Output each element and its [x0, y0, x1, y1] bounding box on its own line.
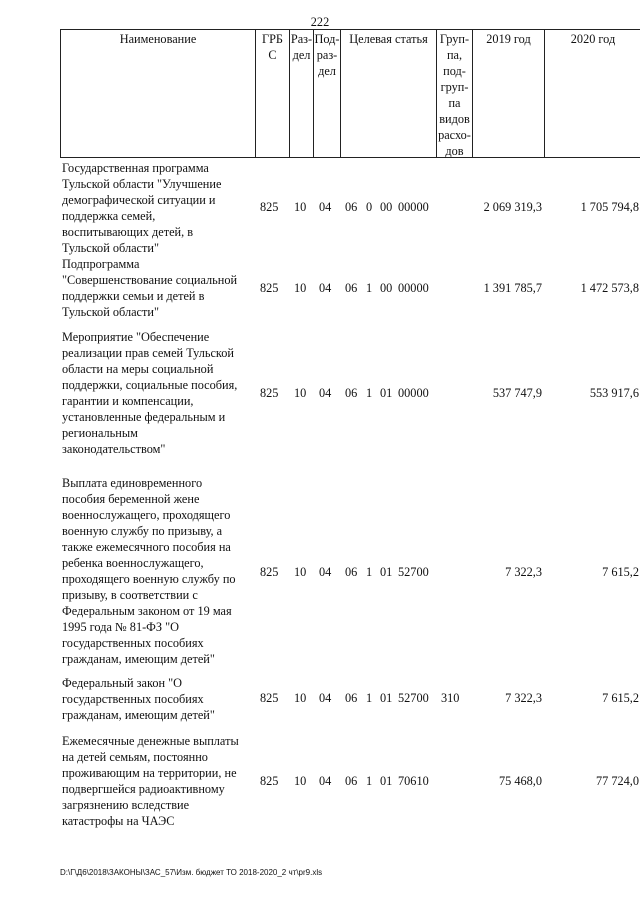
- row-razdel: 10: [294, 200, 307, 214]
- col-header-2020: 2020 год: [570, 32, 616, 46]
- row-target-2: 1: [366, 565, 373, 579]
- header-bottom-border: [60, 157, 640, 158]
- col-header-target: Целевая статья: [349, 32, 428, 46]
- col-header-razdel: Раз- дел: [290, 32, 313, 62]
- row-target-1: 06: [345, 281, 358, 295]
- row-podrazdel: 04: [319, 691, 332, 705]
- row-grbs: 825: [260, 200, 279, 214]
- header-top-border: [60, 29, 640, 30]
- row-target-2: 1: [366, 691, 373, 705]
- row-grbs: 825: [260, 774, 279, 788]
- row-target-4: 00000: [398, 200, 429, 214]
- row-razdel: 10: [294, 691, 307, 705]
- col-border: [472, 29, 473, 158]
- row-name: Ежемесячные денежные выплаты на детей семьям, постоянно проживающим на территории, не подвергшейся радиоактивному загрязнению вследствие катастрофы на ЧАЭС: [62, 734, 239, 828]
- row-2019: 7 322,3: [505, 691, 542, 705]
- row-podrazdel: 04: [319, 200, 332, 214]
- col-border: [340, 29, 341, 158]
- row-2020: 77 724,0: [595, 774, 639, 788]
- row-target-2: 0: [366, 200, 373, 214]
- row-target-1: 06: [345, 691, 358, 705]
- row-2020: 7 615,2: [602, 691, 639, 705]
- row-podrazdel: 04: [319, 565, 332, 579]
- row-name: Мероприятие "Обеспечение реализации прав семей Тульской области на меры социальной поддержки, социальные пособия, гарантии и компенсации, установленные федеральным и региональным законодательством": [62, 330, 238, 456]
- row-name: Подпрограмма "Совершенствование социальной поддержки семьи и детей в Тульской области": [62, 257, 238, 319]
- row-target-1: 06: [345, 200, 358, 214]
- col-border: [60, 29, 61, 158]
- row-grbs: 825: [260, 565, 279, 579]
- col-header-2019: 2019 год: [486, 32, 531, 46]
- row-target-4: 00000: [398, 386, 429, 400]
- row-target-1: 06: [345, 386, 358, 400]
- row-2019: 2 069 319,3: [483, 200, 542, 214]
- row-target-3: 01: [380, 774, 393, 788]
- row-target-2: 1: [366, 281, 373, 295]
- row-target-3: 01: [380, 386, 393, 400]
- row-target-3: 01: [380, 691, 393, 705]
- row-podrazdel: 04: [319, 386, 332, 400]
- row-name: Выплата единовременного пособия беременной жене военнослужащего, проходящего военную службу по призыву, а также ежемесячного пособия на ребенка военнослужащего, проходящего военную службу по призыву, в соответствии с Федеральным законом от 19 мая 1995 года № 81-ФЗ "О государственных пособиях гражданам, имеющим детей": [62, 476, 236, 666]
- row-target-3: 00: [380, 281, 393, 295]
- col-border: [544, 29, 545, 158]
- row-group: 310: [441, 691, 460, 705]
- footer-file-path: D:\Г\Д6\2018\ЗАКОНЫ\ЗАС_57\Изм. бюджет ТО 2018-2020_2 чт\pr9.xls: [60, 868, 323, 877]
- col-header-group: Груп- па, под- груп- па видов расхо- дов: [438, 32, 471, 158]
- row-podrazdel: 04: [319, 281, 332, 295]
- row-razdel: 10: [294, 281, 307, 295]
- row-2019: 7 322,3: [505, 565, 542, 579]
- row-2019: 537 747,9: [492, 386, 542, 400]
- row-2019: 1 391 785,7: [483, 281, 542, 295]
- row-2020: 553 917,6: [589, 386, 639, 400]
- row-target-4: 52700: [398, 691, 429, 705]
- col-header-name: Наименование: [119, 32, 197, 46]
- row-2019: 75 468,0: [498, 774, 542, 788]
- row-target-2: 1: [366, 774, 373, 788]
- col-header-grbs: ГРБ С: [261, 32, 283, 62]
- row-razdel: 10: [294, 386, 307, 400]
- row-target-1: 06: [345, 565, 358, 579]
- row-razdel: 10: [294, 565, 307, 579]
- row-target-4: 00000: [398, 281, 429, 295]
- row-target-4: 52700: [398, 565, 429, 579]
- col-header-podrazdel: Под- раз- дел: [314, 32, 340, 78]
- row-grbs: 825: [260, 691, 279, 705]
- row-name: Государственная программа Тульской области "Улучшение демографической ситуации и поддержка семей, воспитывающих детей, в Тульской области": [62, 161, 222, 255]
- row-grbs: 825: [260, 386, 279, 400]
- row-target-3: 00: [380, 200, 393, 214]
- row-2020: 1 705 794,8: [580, 200, 639, 214]
- row-target-4: 70610: [398, 774, 429, 788]
- row-target-1: 06: [345, 774, 358, 788]
- row-razdel: 10: [294, 774, 307, 788]
- row-2020: 7 615,2: [602, 565, 639, 579]
- page-number: 222: [310, 15, 330, 29]
- row-target-2: 1: [366, 386, 373, 400]
- row-name: Федеральный закон "О государственных пособиях гражданам, имеющим детей": [62, 676, 215, 722]
- row-podrazdel: 04: [319, 774, 332, 788]
- row-target-3: 01: [380, 565, 393, 579]
- row-grbs: 825: [260, 281, 279, 295]
- row-2020: 1 472 573,8: [580, 281, 639, 295]
